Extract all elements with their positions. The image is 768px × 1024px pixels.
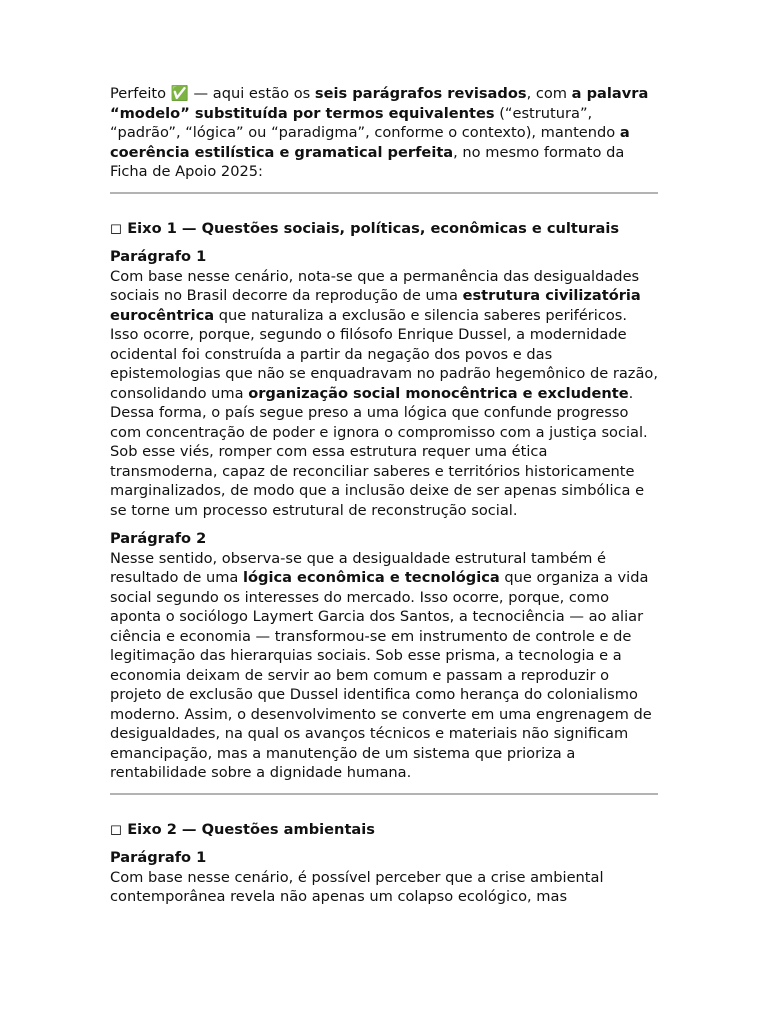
intro-text: Perfeito	[110, 85, 171, 102]
section-divider	[110, 793, 658, 795]
paragraph-heading: Parágrafo 1	[110, 248, 207, 265]
paragraph-bold-text: estrutura civilizatória eurocêntrica	[110, 287, 641, 324]
paragraph-body	[110, 267, 658, 521]
paragraph-text: que organiza a vida social segundo os interesses do mercado. Isso ocorre, porque, como aponta o sociólogo Laymert Garcia dos Santos, a tecnociência — ao aliar ciência e economia — transformou-se em instrumento de controle e de legitimação das hierarquias sociais. Sob esse prisma, a tecnologia e a economia deixam de servir ao bem comum e passam a reproduzir o projeto de exclusão que Dussel identifica como herança do colonialismo moderno. Assim, o desenvolvimento se converte em uma engrenagem de desigualdades, na qual os avanços técnicos e materiais não significam emancipação, mas a manutenção de um sistema que prioriza a rentabilidade sobre a dignidade humana.	[110, 569, 652, 781]
paragraph-bold-text: organização social monocêntrica e excludente	[248, 384, 629, 402]
section-emoji-icon: ◻	[110, 219, 123, 237]
section-title: Eixo 1 — Questões sociais, políticas, econômicas e culturais	[122, 219, 620, 237]
intro-text: — aqui estão os	[188, 85, 315, 102]
intro-text: (“estrutura”, “padrão”, “lógica” ou “paradigma”, conforme o contexto), mantendo	[110, 104, 620, 141]
intro-paragraph	[110, 84, 658, 182]
intro-text: , com	[526, 85, 572, 102]
paragraph-body	[110, 549, 658, 783]
paragraph-text: Com base nesse cenário, é possível perceber que a crise ambiental contemporânea revela não apenas um colapso ecológico, mas	[110, 868, 604, 905]
paragraph-text: que naturaliza a exclusão e silencia saberes periféricos. Isso ocorre, porque, segundo o filósofo Enrique Dussel, a modernidade ocidental foi construída a partir da negação dos povos e das epistemologias que não se enquadravam no padrão hegemônico de razão, consolidando uma	[110, 306, 658, 402]
section-heading	[110, 219, 658, 239]
section-heading	[110, 820, 658, 840]
section-title: Eixo 2 — Questões ambientais	[122, 820, 375, 838]
paragraph-text: Com base nesse cenário, nota-se que a permanência das desigualdades sociais no Brasil decorre da reprodução de uma	[110, 267, 640, 304]
check-emoji-icon: ✅	[170, 85, 189, 102]
paragraph-bold-text: lógica econômica e tecnológica	[243, 569, 500, 586]
section-divider	[110, 192, 658, 194]
intro-bold-text: a palavra “modelo” substituída por termos equivalentes	[110, 85, 649, 122]
paragraph-text: . Dessa forma, o país segue preso a uma lógica que confunde progresso com concentração de poder e ignora o compromisso com a justiça social. Sob esse viés, romper com essa estrutura requer uma ética transmoderna, capaz de reconciliar saberes e territórios historicamente marginalizados, de modo que a inclusão deixe de ser apenas simbólica e se torne um processo estrutural de reconstrução social.	[110, 384, 648, 519]
paragraph-heading: Parágrafo 1	[110, 849, 207, 866]
paragraph-text: Nesse sentido, observa-se que a desigualdade estrutural também é resultado de uma	[110, 549, 606, 586]
section-emoji-icon: ◻	[110, 820, 123, 838]
intro-bold-text: a coerência estilística e gramatical perfeita	[110, 124, 630, 161]
intro-text: , no mesmo formato da Ficha de Apoio 2025:	[110, 143, 625, 180]
paragraph-body	[110, 868, 658, 907]
intro-bold-text: seis parágrafos revisados	[314, 85, 527, 102]
paragraph-heading: Parágrafo 2	[110, 530, 207, 547]
